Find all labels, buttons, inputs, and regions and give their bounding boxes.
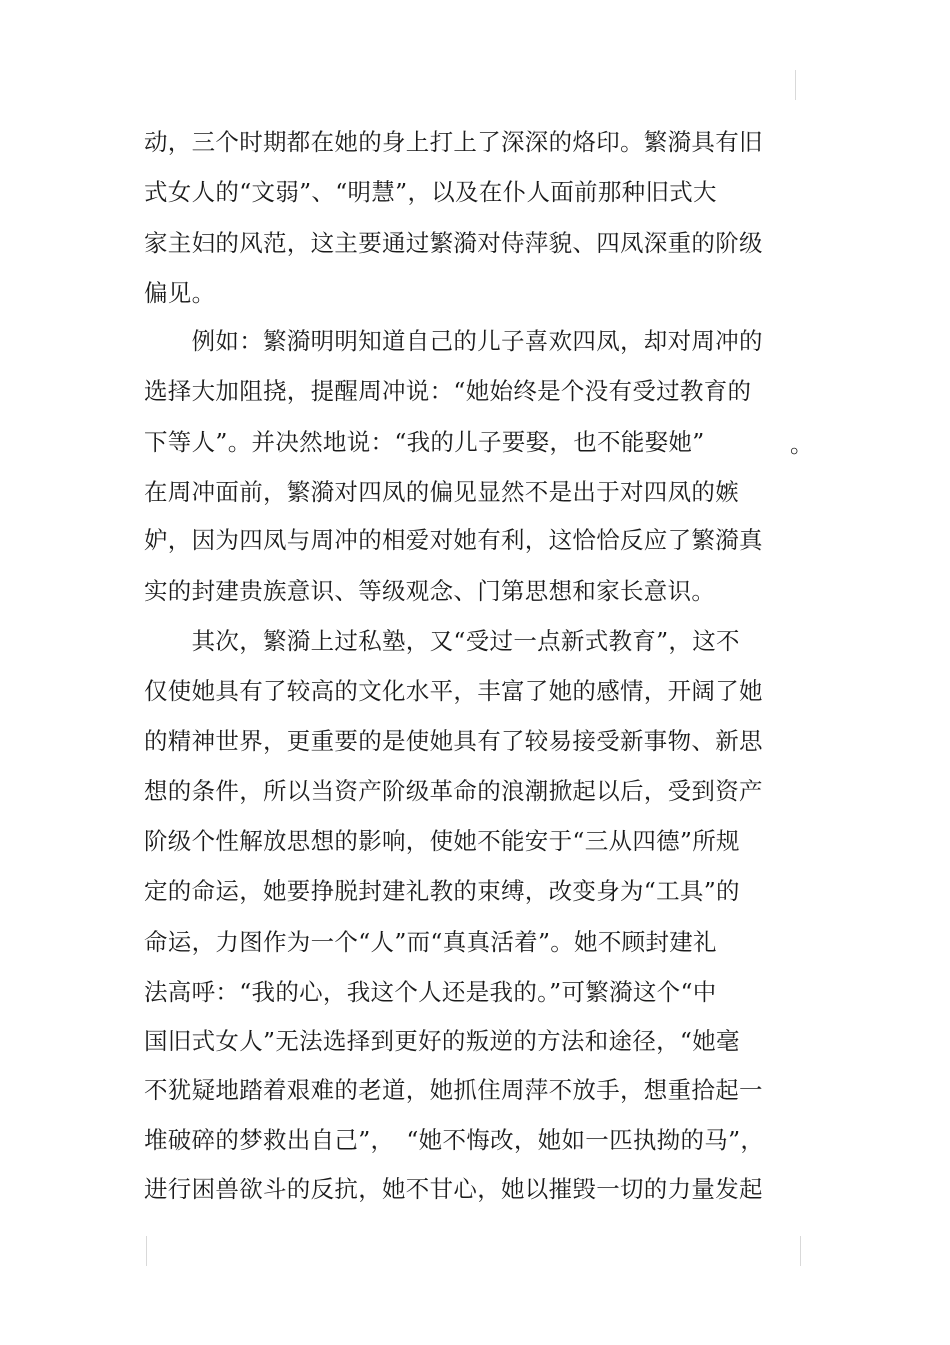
text-line: 选择大加阻挠，提醒周冲说：“她始终是个没有受过教育的 [144, 377, 752, 405]
text-line: 阶级个性解放思想的影响，使她不能安于“三从四德”所规 [144, 827, 740, 855]
text-line: 仅使她具有了较高的文化水平，丰富了她的感情，开阔了她 [144, 677, 763, 705]
margin-mark-bottom-left [146, 1236, 147, 1266]
text-line: 动，三个时期都在她的身上打上了深深的烙印。繁漪具有旧 [144, 128, 763, 156]
text-line: 实的封建贵族意识、等级观念、门第思想和家长意识。 [144, 577, 716, 605]
text-line: 妒，因为四凤与周冲的相爱对她有利，这恰恰反应了繁漪真 [144, 526, 763, 554]
margin-mark-top-right [795, 70, 796, 100]
text-line: 想的条件，所以当资产阶级革命的浪潮掀起以后，受到资产 [144, 777, 763, 805]
text-line: 不犹疑地踏着艰难的老道，她抓住周萍不放手，想重拾起一 [144, 1076, 763, 1104]
text-line: 例如：繁漪明明知道自己的儿子喜欢四凤，却对周冲的 [144, 327, 763, 355]
text-line: 定的命运，她要挣脱封建礼教的束缚，改变身为“工具”的 [144, 877, 740, 905]
text-line: 的精神世界，更重要的是使她具有了较易接受新事物、新思 [144, 727, 763, 755]
stray-period: 。 [790, 432, 813, 458]
text-line: 命运，力图作为一个“人”而“真真活着”。她不顾封建礼 [144, 928, 717, 956]
text-line: 国旧式女人”无法选择到更好的叛逆的方法和途径，“她毫 [144, 1027, 740, 1055]
text-line: 堆破碎的梦救出自己”， “她不悔改，她如一匹执拗的马”， [144, 1126, 765, 1154]
text-line: 在周冲面前，繁漪对四凤的偏见显然不是出于对四凤的嫉 [144, 478, 739, 506]
text-line: 家主妇的风范，这主要通过繁漪对侍萍貌、四凤深重的阶级 [144, 229, 763, 257]
text-line: 其次，繁漪上过私塾，又“受过一点新式教育”，这不 [144, 627, 740, 655]
text-line: 法高呼：“我的心，我这个人还是我的。”可繁漪这个“中 [144, 978, 717, 1006]
margin-mark-bottom-right [800, 1236, 801, 1266]
text-line: 偏见。 [144, 279, 216, 307]
text-line: 下等人”。并决然地说：“我的儿子要娶，也不能娶她” [144, 428, 705, 456]
text-line: 进行困兽欲斗的反抗，她不甘心，她以摧毁一切的力量发起 [144, 1175, 763, 1203]
text-line: 式女人的“文弱”、“明慧”，以及在仆人面前那种旧式大 [144, 178, 717, 206]
